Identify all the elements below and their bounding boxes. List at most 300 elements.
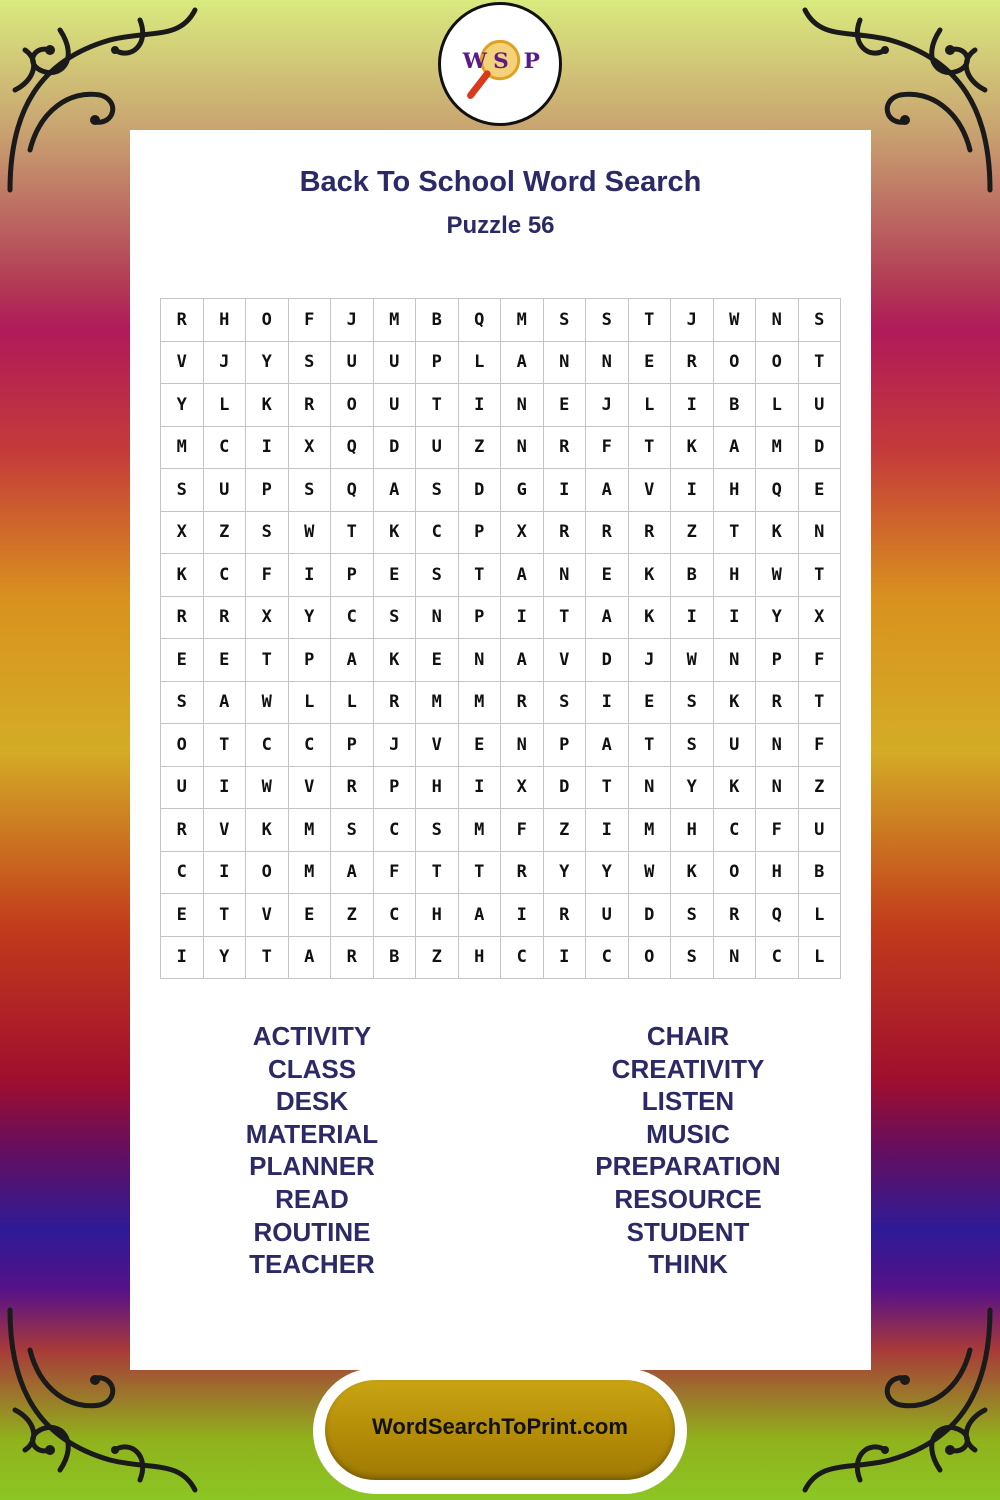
- word-list-item: LISTEN: [641, 1086, 735, 1117]
- grid-cell[interactable]: I: [543, 469, 586, 512]
- grid-cell[interactable]: D: [373, 426, 416, 469]
- grid-cell[interactable]: U: [713, 724, 756, 767]
- grid-cell[interactable]: R: [161, 809, 204, 852]
- grid-cell[interactable]: S: [543, 299, 586, 342]
- magnifier-handle-icon: [471, 74, 488, 96]
- grid-cell[interactable]: T: [203, 894, 246, 937]
- grid-cell[interactable]: E: [416, 639, 459, 682]
- grid-cell[interactable]: S: [161, 681, 204, 724]
- grid-cell[interactable]: L: [458, 341, 501, 384]
- grid-cell[interactable]: R: [288, 384, 331, 427]
- grid-cell[interactable]: U: [373, 384, 416, 427]
- grid-cell[interactable]: A: [458, 894, 501, 937]
- grid-cell[interactable]: O: [713, 341, 756, 384]
- grid-cell[interactable]: R: [203, 596, 246, 639]
- grid-cell[interactable]: A: [501, 341, 544, 384]
- grid-cell[interactable]: A: [713, 426, 756, 469]
- grid-cell[interactable]: M: [756, 426, 799, 469]
- grid-cell[interactable]: H: [203, 299, 246, 342]
- grid-cell[interactable]: Y: [203, 936, 246, 979]
- grid-cell[interactable]: S: [331, 809, 374, 852]
- grid-cell[interactable]: M: [416, 681, 459, 724]
- grid-cell[interactable]: H: [458, 936, 501, 979]
- grid-cell[interactable]: X: [246, 596, 289, 639]
- grid-cell[interactable]: N: [756, 299, 799, 342]
- grid-cell[interactable]: G: [501, 469, 544, 512]
- grid-cell[interactable]: C: [586, 936, 629, 979]
- word-list-left: [162, 1020, 462, 1281]
- grid-cell[interactable]: I: [501, 894, 544, 937]
- grid-row: [161, 469, 841, 512]
- grid-cell[interactable]: L: [628, 384, 671, 427]
- grid-cell[interactable]: T: [798, 554, 841, 597]
- grid-cell[interactable]: M: [288, 851, 331, 894]
- letter-grid: [160, 298, 841, 979]
- grid-cell[interactable]: U: [798, 384, 841, 427]
- grid-cell[interactable]: Y: [161, 384, 204, 427]
- logo-letter-p: P: [523, 48, 540, 74]
- grid-cell[interactable]: S: [798, 299, 841, 342]
- grid-cell[interactable]: N: [416, 596, 459, 639]
- logo-letter-w: W: [462, 48, 487, 74]
- grid-cell[interactable]: R: [756, 681, 799, 724]
- grid-cell[interactable]: I: [203, 766, 246, 809]
- grid-cell[interactable]: J: [373, 724, 416, 767]
- grid-cell[interactable]: N: [798, 511, 841, 554]
- grid-cell[interactable]: E: [161, 639, 204, 682]
- grid-cell[interactable]: I: [671, 384, 714, 427]
- footer-site-name: WordSearchToPrint.com: [372, 1414, 628, 1439]
- grid-cell[interactable]: T: [586, 766, 629, 809]
- grid-cell[interactable]: E: [586, 554, 629, 597]
- grid-cell[interactable]: N: [501, 426, 544, 469]
- grid-cell[interactable]: E: [161, 894, 204, 937]
- grid-cell[interactable]: J: [671, 299, 714, 342]
- grid-cell[interactable]: V: [161, 341, 204, 384]
- grid-cell[interactable]: Q: [331, 426, 374, 469]
- grid-cell[interactable]: C: [373, 809, 416, 852]
- grid-cell[interactable]: V: [246, 894, 289, 937]
- grid-cell[interactable]: C: [203, 426, 246, 469]
- grid-cell[interactable]: S: [246, 511, 289, 554]
- grid-cell[interactable]: S: [373, 596, 416, 639]
- grid-cell[interactable]: A: [586, 596, 629, 639]
- grid-cell[interactable]: A: [586, 724, 629, 767]
- grid-row: [161, 511, 841, 554]
- grid-cell[interactable]: T: [416, 384, 459, 427]
- grid-cell[interactable]: C: [203, 554, 246, 597]
- grid-cell[interactable]: M: [161, 426, 204, 469]
- grid-cell[interactable]: E: [288, 894, 331, 937]
- grid-cell[interactable]: N: [458, 639, 501, 682]
- grid-cell[interactable]: I: [586, 681, 629, 724]
- grid-cell[interactable]: F: [798, 724, 841, 767]
- grid-cell[interactable]: Y: [288, 596, 331, 639]
- grid-cell[interactable]: U: [798, 809, 841, 852]
- grid-cell[interactable]: K: [756, 511, 799, 554]
- grid-cell[interactable]: Q: [756, 894, 799, 937]
- grid-cell[interactable]: D: [458, 469, 501, 512]
- grid-cell[interactable]: Z: [458, 426, 501, 469]
- grid-cell[interactable]: Z: [331, 894, 374, 937]
- grid-cell[interactable]: I: [671, 596, 714, 639]
- grid-cell[interactable]: Z: [543, 809, 586, 852]
- grid-cell[interactable]: B: [713, 384, 756, 427]
- grid-cell[interactable]: A: [331, 639, 374, 682]
- grid-cell[interactable]: L: [203, 384, 246, 427]
- grid-cell[interactable]: W: [628, 851, 671, 894]
- grid-cell[interactable]: L: [798, 936, 841, 979]
- grid-cell[interactable]: J: [628, 639, 671, 682]
- grid-cell[interactable]: T: [798, 341, 841, 384]
- grid-cell[interactable]: T: [246, 936, 289, 979]
- grid-cell[interactable]: N: [713, 639, 756, 682]
- grid-cell[interactable]: N: [628, 766, 671, 809]
- grid-cell[interactable]: O: [628, 936, 671, 979]
- grid-cell[interactable]: S: [543, 681, 586, 724]
- grid-cell[interactable]: K: [373, 511, 416, 554]
- grid-row: [161, 299, 841, 342]
- grid-cell[interactable]: N: [586, 341, 629, 384]
- grid-cell[interactable]: W: [756, 554, 799, 597]
- grid-cell[interactable]: Y: [671, 766, 714, 809]
- grid-cell[interactable]: A: [586, 469, 629, 512]
- grid-cell[interactable]: F: [756, 809, 799, 852]
- grid-cell[interactable]: J: [586, 384, 629, 427]
- grid-cell[interactable]: M: [373, 299, 416, 342]
- grid-cell[interactable]: A: [373, 469, 416, 512]
- grid-cell[interactable]: C: [246, 724, 289, 767]
- grid-cell[interactable]: S: [416, 554, 459, 597]
- grid-cell[interactable]: R: [586, 511, 629, 554]
- grid-cell[interactable]: H: [671, 809, 714, 852]
- grid-cell[interactable]: H: [416, 894, 459, 937]
- grid-cell[interactable]: K: [671, 426, 714, 469]
- grid-cell[interactable]: C: [288, 724, 331, 767]
- grid-cell[interactable]: K: [373, 639, 416, 682]
- grid-cell[interactable]: F: [586, 426, 629, 469]
- grid-cell[interactable]: I: [671, 469, 714, 512]
- grid-cell[interactable]: O: [756, 341, 799, 384]
- grid-cell[interactable]: E: [798, 469, 841, 512]
- grid-cell[interactable]: L: [331, 681, 374, 724]
- word-list-item: PLANNER: [249, 1151, 375, 1182]
- grid-cell[interactable]: Y: [543, 851, 586, 894]
- grid-cell[interactable]: Q: [458, 299, 501, 342]
- grid-cell[interactable]: B: [671, 554, 714, 597]
- grid-cell[interactable]: D: [628, 894, 671, 937]
- grid-cell[interactable]: T: [713, 511, 756, 554]
- word-list-item: STUDENT: [626, 1216, 750, 1247]
- puzzle-number: Puzzle 56: [446, 212, 555, 239]
- grid-cell[interactable]: H: [416, 766, 459, 809]
- grid-cell[interactable]: E: [203, 639, 246, 682]
- grid-cell[interactable]: P: [543, 724, 586, 767]
- grid-cell[interactable]: T: [628, 299, 671, 342]
- grid-cell[interactable]: C: [373, 894, 416, 937]
- grid-cell[interactable]: N: [756, 724, 799, 767]
- grid-cell[interactable]: I: [203, 851, 246, 894]
- grid-cell[interactable]: D: [798, 426, 841, 469]
- grid-cell[interactable]: L: [756, 384, 799, 427]
- grid-cell[interactable]: S: [671, 894, 714, 937]
- grid-cell[interactable]: I: [246, 426, 289, 469]
- grid-cell[interactable]: T: [543, 596, 586, 639]
- grid-cell[interactable]: X: [288, 426, 331, 469]
- grid-cell[interactable]: S: [671, 681, 714, 724]
- grid-cell[interactable]: U: [331, 341, 374, 384]
- grid-cell[interactable]: W: [288, 511, 331, 554]
- grid-row: [161, 851, 841, 894]
- grid-cell[interactable]: U: [373, 341, 416, 384]
- grid-cell[interactable]: A: [203, 681, 246, 724]
- grid-cell[interactable]: O: [246, 299, 289, 342]
- grid-cell[interactable]: N: [501, 724, 544, 767]
- grid-cell[interactable]: F: [246, 554, 289, 597]
- grid-cell[interactable]: N: [543, 554, 586, 597]
- grid-cell[interactable]: Y: [246, 341, 289, 384]
- grid-cell[interactable]: Y: [756, 596, 799, 639]
- grid-cell[interactable]: K: [671, 851, 714, 894]
- grid-row: [161, 936, 841, 979]
- word-list-right: [538, 1020, 838, 1281]
- grid-cell[interactable]: M: [501, 299, 544, 342]
- word-list-item: CREATIVITY: [611, 1053, 765, 1084]
- grid-cell[interactable]: O: [713, 851, 756, 894]
- grid-cell[interactable]: I: [586, 809, 629, 852]
- grid-cell[interactable]: K: [713, 766, 756, 809]
- grid-row: [161, 341, 841, 384]
- grid-cell[interactable]: C: [756, 936, 799, 979]
- grid-cell[interactable]: V: [543, 639, 586, 682]
- grid-cell[interactable]: U: [586, 894, 629, 937]
- grid-cell[interactable]: V: [203, 809, 246, 852]
- grid-cell[interactable]: I: [288, 554, 331, 597]
- grid-row: [161, 639, 841, 682]
- grid-cell[interactable]: M: [628, 809, 671, 852]
- grid-cell[interactable]: C: [331, 596, 374, 639]
- grid-cell[interactable]: A: [288, 936, 331, 979]
- grid-cell[interactable]: R: [331, 766, 374, 809]
- grid-cell[interactable]: M: [458, 809, 501, 852]
- grid-cell[interactable]: S: [288, 469, 331, 512]
- grid-cell[interactable]: X: [501, 511, 544, 554]
- word-list-item: READ: [275, 1183, 349, 1214]
- grid-cell[interactable]: Q: [331, 469, 374, 512]
- grid-cell[interactable]: K: [246, 809, 289, 852]
- grid-cell[interactable]: P: [416, 341, 459, 384]
- grid-row: [161, 554, 841, 597]
- grid-cell[interactable]: E: [458, 724, 501, 767]
- word-list-item: PREPARATION: [595, 1151, 781, 1182]
- grid-cell[interactable]: I: [458, 766, 501, 809]
- grid-cell[interactable]: S: [671, 936, 714, 979]
- grid-cell[interactable]: H: [713, 554, 756, 597]
- grid-cell[interactable]: R: [543, 426, 586, 469]
- grid-cell[interactable]: S: [671, 724, 714, 767]
- grid-cell[interactable]: R: [373, 681, 416, 724]
- grid-cell[interactable]: O: [161, 724, 204, 767]
- grid-row: [161, 384, 841, 427]
- grid-cell[interactable]: T: [203, 724, 246, 767]
- grid-cell[interactable]: E: [373, 554, 416, 597]
- grid-cell[interactable]: S: [416, 809, 459, 852]
- grid-cell[interactable]: R: [628, 511, 671, 554]
- grid-cell[interactable]: T: [246, 639, 289, 682]
- grid-row: [161, 809, 841, 852]
- grid-cell[interactable]: I: [713, 596, 756, 639]
- grid-cell[interactable]: W: [671, 639, 714, 682]
- grid-row: [161, 894, 841, 937]
- grid-cell[interactable]: V: [288, 766, 331, 809]
- grid-cell[interactable]: J: [203, 341, 246, 384]
- grid-cell[interactable]: J: [331, 299, 374, 342]
- footer-link-button[interactable]: [325, 1380, 675, 1480]
- grid-cell[interactable]: F: [373, 851, 416, 894]
- word-list-item: DESK: [275, 1086, 349, 1117]
- word-list-item: ACTIVITY: [252, 1021, 372, 1051]
- word-list-item: RESOURCE: [614, 1183, 762, 1214]
- grid-cell[interactable]: S: [586, 299, 629, 342]
- grid-cell[interactable]: T: [628, 724, 671, 767]
- word-list-item: CHAIR: [646, 1021, 730, 1051]
- grid-cell[interactable]: T: [416, 851, 459, 894]
- grid-cell[interactable]: S: [288, 341, 331, 384]
- grid-cell[interactable]: R: [161, 596, 204, 639]
- grid-cell[interactable]: B: [416, 299, 459, 342]
- grid-cell[interactable]: W: [246, 681, 289, 724]
- grid-cell[interactable]: X: [798, 596, 841, 639]
- grid-row: [161, 766, 841, 809]
- grid-cell[interactable]: F: [288, 299, 331, 342]
- grid-cell[interactable]: O: [331, 384, 374, 427]
- grid-cell[interactable]: W: [246, 766, 289, 809]
- grid-cell[interactable]: N: [713, 936, 756, 979]
- grid-cell[interactable]: K: [161, 554, 204, 597]
- puzzle-card: [130, 130, 871, 1370]
- grid-cell[interactable]: N: [543, 341, 586, 384]
- grid-cell[interactable]: T: [798, 681, 841, 724]
- grid-cell[interactable]: R: [501, 851, 544, 894]
- grid-cell[interactable]: B: [798, 851, 841, 894]
- grid-cell[interactable]: M: [288, 809, 331, 852]
- grid-cell[interactable]: U: [203, 469, 246, 512]
- grid-cell[interactable]: A: [501, 554, 544, 597]
- grid-cell[interactable]: U: [161, 766, 204, 809]
- grid-cell[interactable]: X: [161, 511, 204, 554]
- word-list-item: ROUTINE: [253, 1216, 371, 1247]
- grid-cell[interactable]: K: [628, 554, 671, 597]
- grid-cell[interactable]: Z: [671, 511, 714, 554]
- grid-cell[interactable]: K: [246, 384, 289, 427]
- grid-cell[interactable]: Z: [798, 766, 841, 809]
- grid-cell[interactable]: W: [713, 299, 756, 342]
- grid-cell[interactable]: V: [416, 724, 459, 767]
- logo-letter-s: S: [493, 48, 509, 74]
- grid-cell[interactable]: P: [288, 639, 331, 682]
- grid-cell[interactable]: P: [373, 766, 416, 809]
- grid-cell[interactable]: C: [501, 936, 544, 979]
- grid-cell[interactable]: R: [331, 936, 374, 979]
- grid-cell[interactable]: P: [458, 596, 501, 639]
- grid-cell[interactable]: X: [501, 766, 544, 809]
- site-logo[interactable]: [438, 2, 562, 126]
- grid-cell[interactable]: C: [161, 851, 204, 894]
- grid-row: [161, 724, 841, 767]
- grid-cell[interactable]: H: [713, 469, 756, 512]
- grid-row: [161, 681, 841, 724]
- grid-cell[interactable]: I: [161, 936, 204, 979]
- grid-cell[interactable]: N: [501, 384, 544, 427]
- word-list-item: THINK: [648, 1249, 728, 1280]
- word-list-item: MUSIC: [646, 1118, 730, 1149]
- grid-cell[interactable]: K: [713, 681, 756, 724]
- grid-cell[interactable]: K: [628, 596, 671, 639]
- grid-cell[interactable]: D: [586, 639, 629, 682]
- grid-cell[interactable]: S: [161, 469, 204, 512]
- grid-cell[interactable]: R: [543, 894, 586, 937]
- grid-cell[interactable]: R: [501, 681, 544, 724]
- grid-cell[interactable]: C: [713, 809, 756, 852]
- grid-cell[interactable]: E: [628, 341, 671, 384]
- grid-cell[interactable]: P: [331, 554, 374, 597]
- grid-cell[interactable]: S: [416, 469, 459, 512]
- word-list-item: CLASS: [267, 1053, 357, 1084]
- grid-cell[interactable]: P: [246, 469, 289, 512]
- grid-cell[interactable]: Z: [203, 511, 246, 554]
- grid-cell[interactable]: T: [458, 554, 501, 597]
- grid-cell[interactable]: T: [458, 851, 501, 894]
- word-list-item: TEACHER: [249, 1249, 375, 1280]
- grid-row: [161, 596, 841, 639]
- grid-cell[interactable]: U: [416, 426, 459, 469]
- grid-cell[interactable]: M: [458, 681, 501, 724]
- grid-cell[interactable]: L: [798, 894, 841, 937]
- grid-row: [161, 426, 841, 469]
- grid-cell[interactable]: E: [543, 384, 586, 427]
- grid-cell[interactable]: R: [713, 894, 756, 937]
- grid-cell[interactable]: A: [331, 851, 374, 894]
- grid-cell[interactable]: P: [756, 639, 799, 682]
- grid-cell[interactable]: B: [373, 936, 416, 979]
- grid-cell[interactable]: L: [288, 681, 331, 724]
- grid-cell[interactable]: D: [543, 766, 586, 809]
- grid-cell[interactable]: Q: [756, 469, 799, 512]
- grid-cell[interactable]: Z: [416, 936, 459, 979]
- grid-cell[interactable]: I: [543, 936, 586, 979]
- grid-cell[interactable]: V: [628, 469, 671, 512]
- grid-cell[interactable]: R: [161, 299, 204, 342]
- grid-cell[interactable]: E: [628, 681, 671, 724]
- grid-cell[interactable]: T: [331, 511, 374, 554]
- grid-cell[interactable]: I: [501, 596, 544, 639]
- grid-cell[interactable]: R: [543, 511, 586, 554]
- grid-cell[interactable]: C: [416, 511, 459, 554]
- grid-cell[interactable]: T: [628, 426, 671, 469]
- grid-cell[interactable]: F: [798, 639, 841, 682]
- grid-cell[interactable]: O: [246, 851, 289, 894]
- grid-cell[interactable]: Y: [586, 851, 629, 894]
- grid-cell[interactable]: H: [756, 851, 799, 894]
- grid-cell[interactable]: N: [756, 766, 799, 809]
- grid-cell[interactable]: P: [331, 724, 374, 767]
- grid-cell[interactable]: A: [501, 639, 544, 682]
- footer-badge: [313, 1368, 687, 1494]
- grid-cell[interactable]: F: [501, 809, 544, 852]
- grid-cell[interactable]: I: [458, 384, 501, 427]
- grid-cell[interactable]: R: [671, 341, 714, 384]
- grid-cell[interactable]: P: [458, 511, 501, 554]
